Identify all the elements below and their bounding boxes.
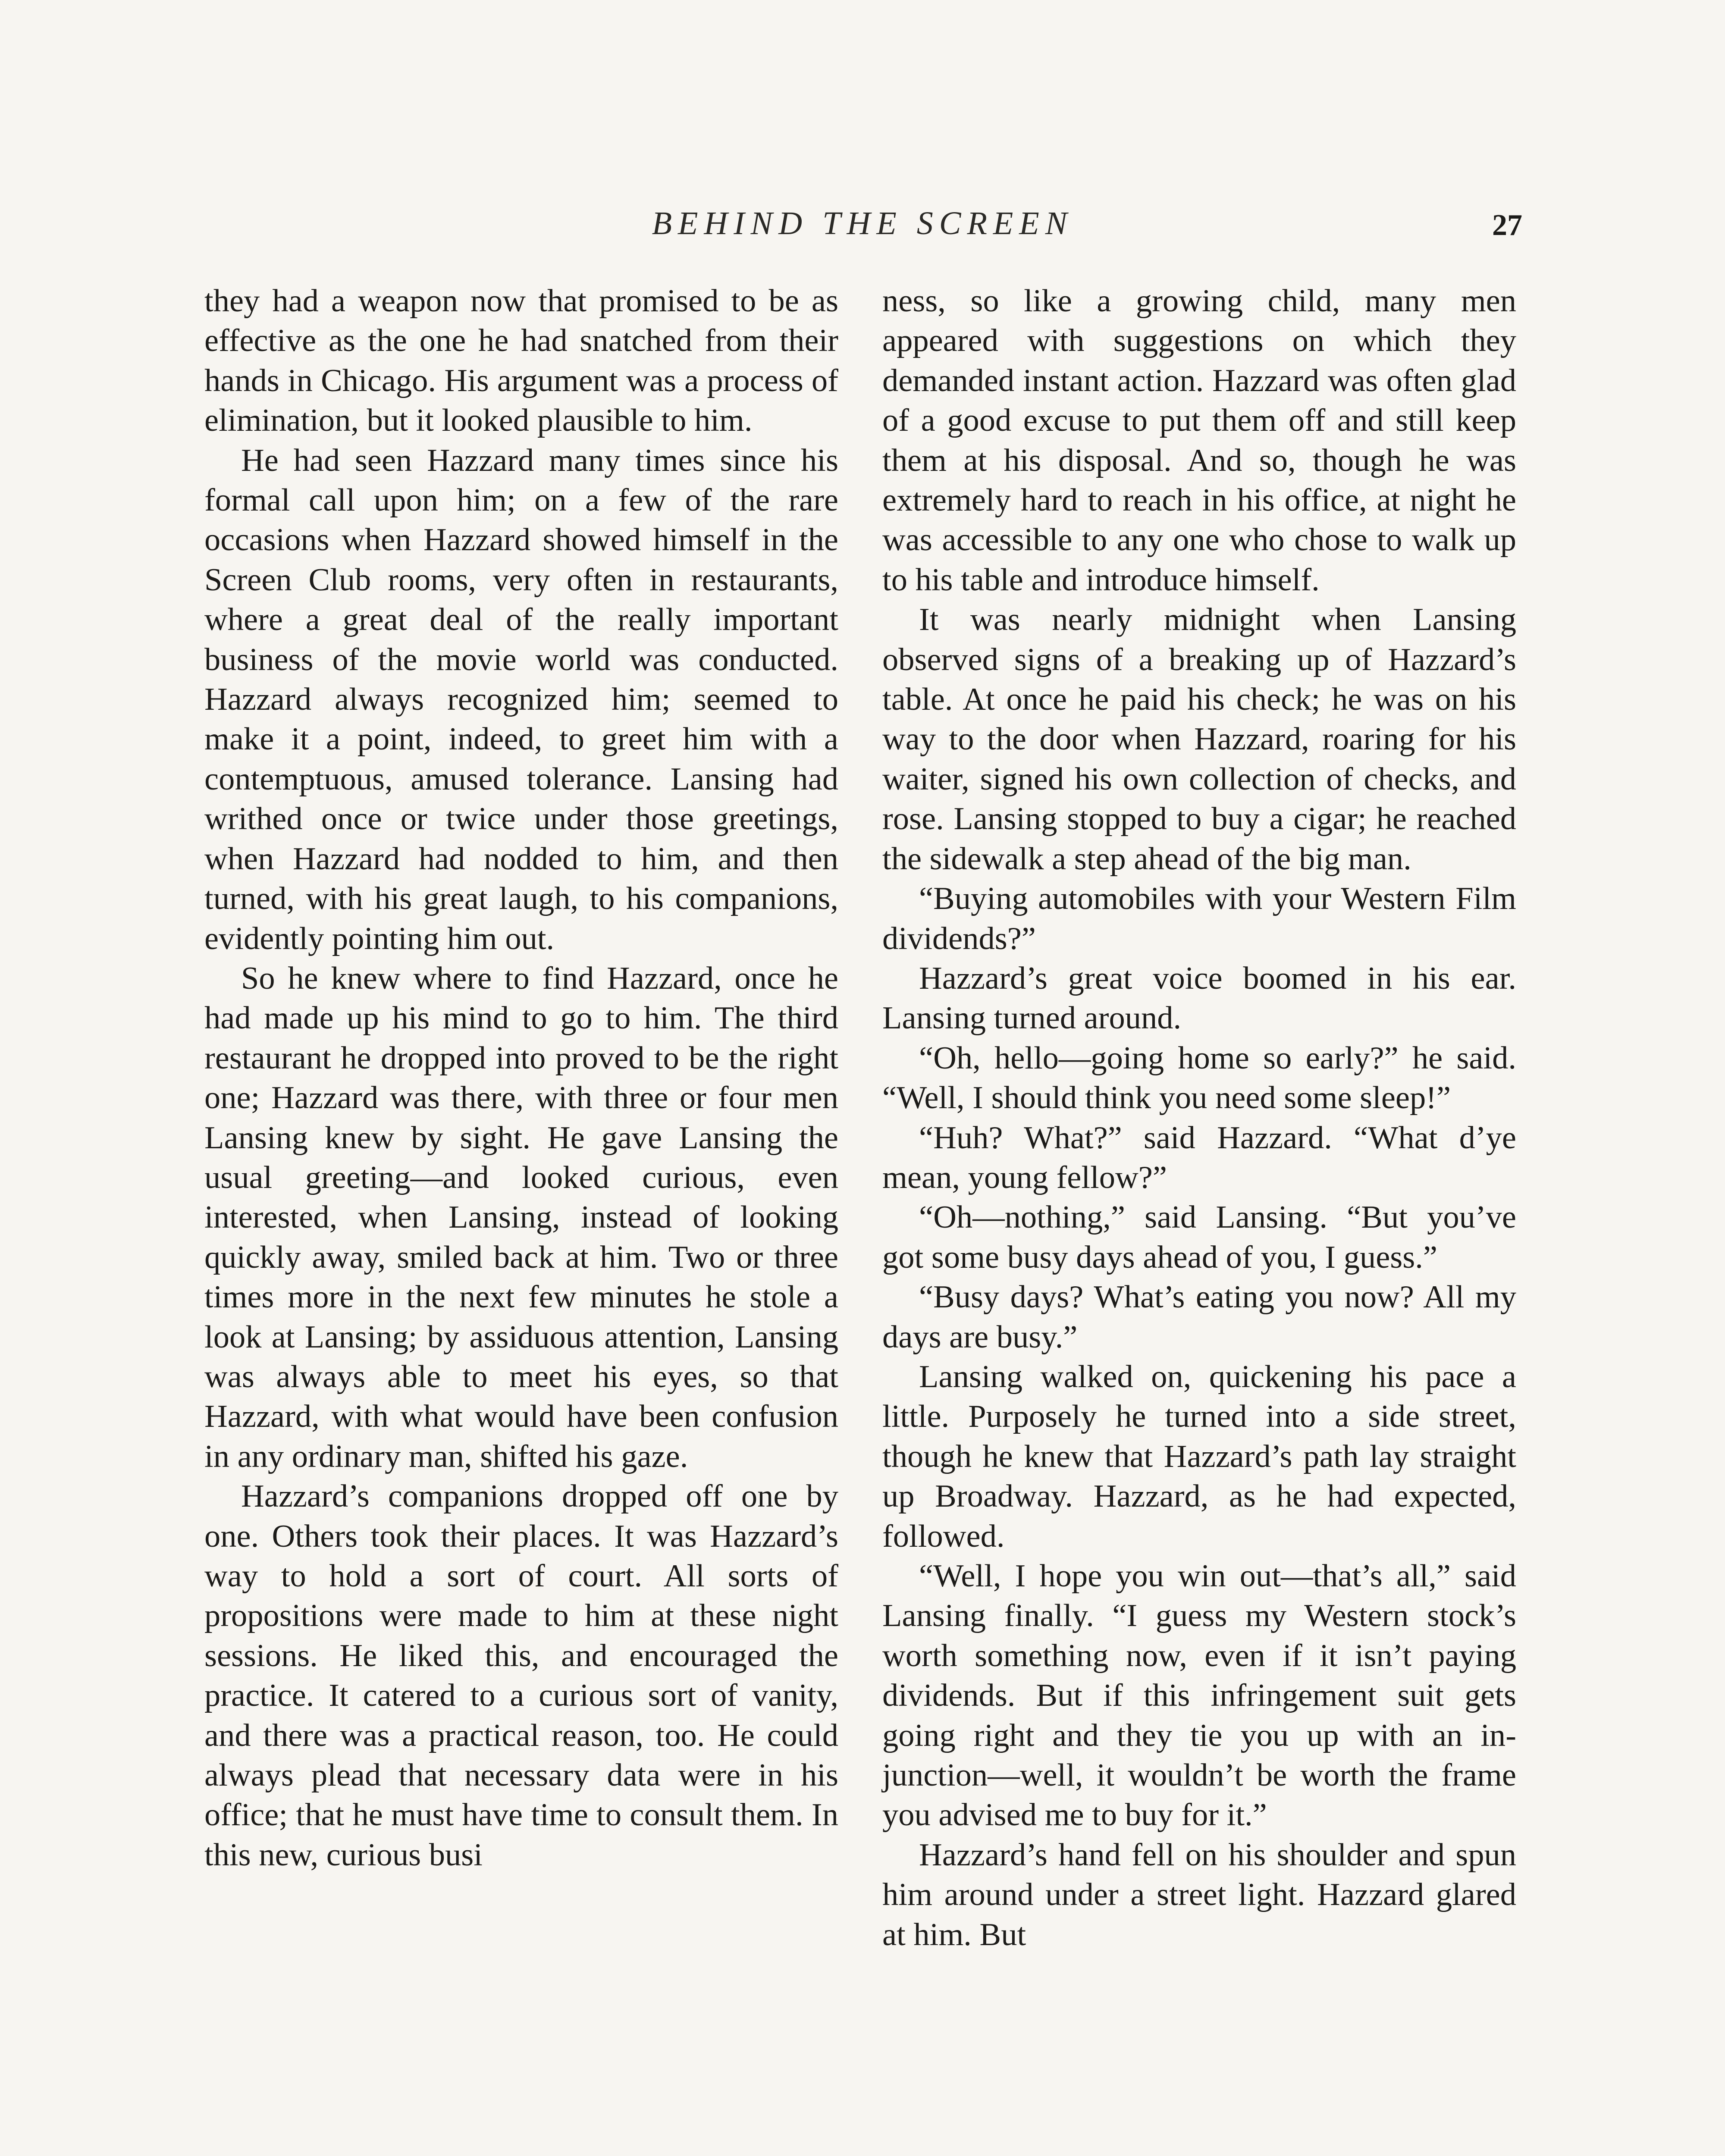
- paragraph: Lansing walked on, quickening his pace a little. Purposely he turned into a side street, though he knew that Hazzard’s path lay straight up Broadway. Hazzard, as he had expected, followed.: [882, 1359, 1516, 1554]
- page-number: 27: [1492, 209, 1522, 242]
- running-head: BEHIND THE SCREEN: [652, 205, 1073, 241]
- paragraph: So he knew where to find Hazzard, once he had made up his mind to go to him. The third restaurant he dropped into proved to be the right one; Hazzard was there, with three or four men Lansing knew by sight. He gave Lansing the usual greeting—and looked curious, even interested, when Lansing, instead of looking quickly away, smiled back at him. Two or three times more in the next few minutes he stole a look at Lansing; by assiduous attention, Lansing was always able to meet his eyes, so that Hazzard, with what would have been confusion in any ordinary man, shifted his gaze.: [204, 960, 838, 1474]
- paragraph: It was nearly midnight when Lansing observed signs of a breaking up of Hazzard’s table. At once he paid his check; he was on his way to the door when Hazzard, roaring for his waiter, signed his own collection of checks, and rose. Lansing stopped to buy a cigar; he reached the sidewalk a step ahead of the big man.: [882, 602, 1516, 877]
- paragraph: “Busy days? What’s eating you now? All my days are busy.”: [882, 1279, 1516, 1355]
- paragraph: “Well, I hope you win out—that’s all,” said Lansing finally. “I guess my Western stock’s worth something now, even if it isn’t paying dividends. But if this infringement suit gets going right and they tie you up with an injunction—well, it wouldn’t be worth the frame you advised me to buy for it.”: [882, 1558, 1516, 1833]
- left-column: [204, 281, 838, 1875]
- paragraph: Hazzard’s hand fell on his shoulder and spun him around under a street light. Hazzard glared at him. But: [882, 1837, 1516, 1952]
- paragraph: “Buying automobiles with your Western Film dividends?”: [882, 881, 1516, 956]
- paragraph: they had a weapon now that promised to be as effective as the one he had snatched from their hands in Chicago. His argument was a process of elimination, but it looked plausible to him.: [204, 283, 838, 439]
- right-column: [882, 281, 1516, 1955]
- page-header: [203, 205, 1522, 257]
- paragraph: Hazzard’s companions dropped off one by one. Others took their places. It was Hazzard’s way to hold a sort of court. All sorts of propositions were made to him at these night sessions. He liked this, and encouraged the practice. It catered to a curious sort of vanity, and there was a practical reason, too. He could always plead that necessary data were in his office; that he must have time to consult them. In this new, curious busi: [204, 1479, 838, 1873]
- paragraph: “Huh? What?” said Hazzard. “What d’ye mean, young fellow?”: [882, 1120, 1516, 1195]
- paragraph: “Oh—nothing,” said Lansing. “But you’ve got some busy days ahead of you, I guess.”: [882, 1200, 1516, 1275]
- paragraph: ness, so like a growing child, many men appeared with suggestions on which they demanded instant action. Hazzard was often glad of a good excuse to put them off and still keep them at his disposal. And so, though he was extremely hard to reach in his office, at night he was accessible to any one who chose to walk up to his table and introduce himself.: [882, 283, 1516, 598]
- paragraph: Hazzard’s great voice boomed in his ear. Lansing turned around.: [882, 960, 1516, 1036]
- paragraph: He had seen Hazzard many times since his formal call upon him; on a few of the rare occasions when Hazzard showed himself in the Screen Club rooms, very often in restaurants, where a great deal of the really important business of the movie world was conducted. Hazzard always recognized him; seemed to make it a point, indeed, to greet him with a contemptuous, amused tolerance. Lansing had writhed once or twice under those greetings, when Hazzard had nodded to him, and then turned, with his great laugh, to his companions, evidently pointing him out.: [204, 442, 838, 956]
- paragraph: “Oh, hello—going home so early?” he said. “Well, I should think you need some sleep!”: [882, 1040, 1516, 1116]
